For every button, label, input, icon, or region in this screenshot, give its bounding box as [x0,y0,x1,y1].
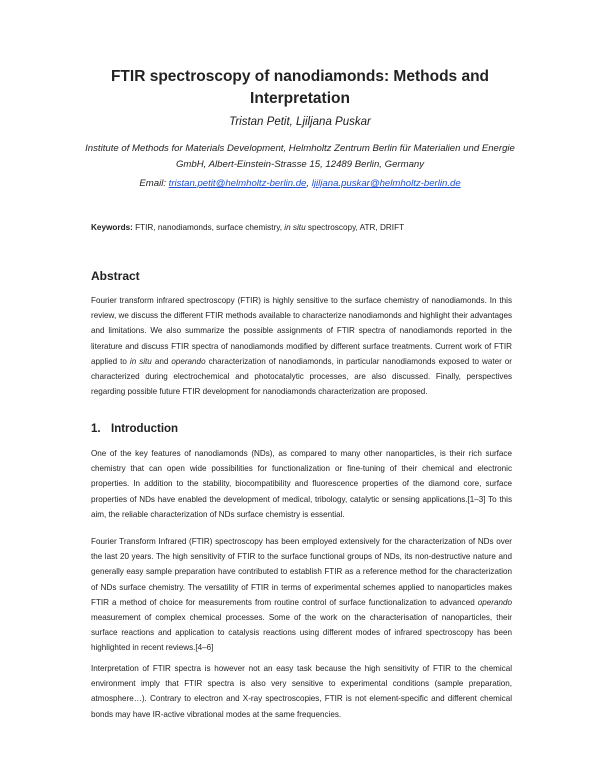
intro-paragraph-1: One of the key features of nanodiamonds (NDs), as compared to many other nanoparticles, is their rich surface chemistry that can open wide possibilities for functionalization or fine-tuning of their chemical and electronic properties. In addition to the stability, biocompatibility and fluorescence properties of the diamond core, surface properties of NDs have enabled the development of medical, tribology, catalytic or sensing applications.[1–3] To this aim, the reliable characterization of NDs surface chemistry is essential. [91,449,512,519]
keywords-before: FTIR, nanodiamonds, surface chemistry, [135,223,282,232]
keywords-label: Keywords: [91,223,133,232]
email-line [60,178,540,189]
section-number: 1. [91,423,101,435]
email-label: Email: [139,178,166,189]
section-title: Introduction [111,423,179,435]
email-link-petit[interactable]: tristan.petit@helmholtz-berlin.de [168,178,307,189]
keywords-italic: in situ [284,223,306,232]
affiliation: Institute of Methods for Materials Development, Helmholtz Zentrum Berlin für Materialien und Energie GmbH, Albert-Einstein-Strasse 15, 12489 Berlin, Germany [85,143,515,170]
intro-p2-text-b: measurement of complex chemical processes. Some of the work on the characterisation of nanoparticles, their surface reactions and application to catalysis reactions using different modes of infrared spectroscopy has been highlighted in recent reviews.[4–6] [91,613,512,653]
email-link-puskar[interactable]: ljiljana.puskar@helmholtz-berlin.de [311,178,461,189]
abstract-text-3: characterization of nanodiamonds, in particular nanodiamonds exposed to water or characterized during electrochemical and photocatalytic processes, are also discussed. Finally, perspectives regarding possible future FTIR development for nanodiamonds characterization are proposed. [91,356,512,397]
introduction-heading [91,423,178,435]
abstract-paragraph [91,293,512,399]
intro-p2-italic: operando [477,597,513,607]
intro-paragraph-3: Interpretation of FTIR spectra is however not an easy task because the high sensitivity of FTIR to the chemical environment imply that FTIR spectra is also very sensitive to experimental conditions (sample preparation, atmosphere…). Contrary to electron and X-ray spectroscopies, FTIR is not element-specific and different chemical bonds may have IR-active vibrational modes at the same frequencies. [91,664,512,719]
abstract-italic-1: in situ [129,356,152,366]
abstract-italic-2: operando [171,356,206,366]
abstract-text-1: Fourier transform infrared spectroscopy (FTIR) is highly sensitive to the surface chemistry of nanodiamonds. In this review, we discuss the different FTIR methods available to characterize nanodiamonds and highlight their advantages and limitations. We also summarize the possible assignments of FTIR spectra of nanodiamonds reported in the literature and discuss FTIR spectra of nanodiamonds modified by different surface treatments. Current work of FTIR applied to [91,296,512,366]
intro-p2-text-a: Fourier Transform Infrared (FTIR) spectroscopy has been employed extensively for the characterization of NDs over the last 20 years. The high sensitivity of FTIR to the surface functional groups of NDs, its non-destructive nature and generally easy sample preparation have contributed to establish FTIR as a reference method for the characterization of NDs surface chemistry. The versatility of FTIR in terms of experimental schemes applied to nanoparticles makes FTIR a method of choice for measurements from routine control of surface functionalization to advanced [91,537,512,607]
abstract-heading: Abstract [91,269,140,283]
abstract-text-2: and [154,356,169,366]
paper-title: FTIR spectroscopy of nanodiamonds: Methods and Interpretation [110,68,490,107]
authors: Tristan Petit, Ljiljana Puskar [229,116,371,128]
email-separator: , [306,178,310,189]
keywords [91,223,521,232]
intro-paragraph-2 [91,534,512,656]
keywords-after: spectroscopy, ATR, DRIFT [307,223,405,232]
